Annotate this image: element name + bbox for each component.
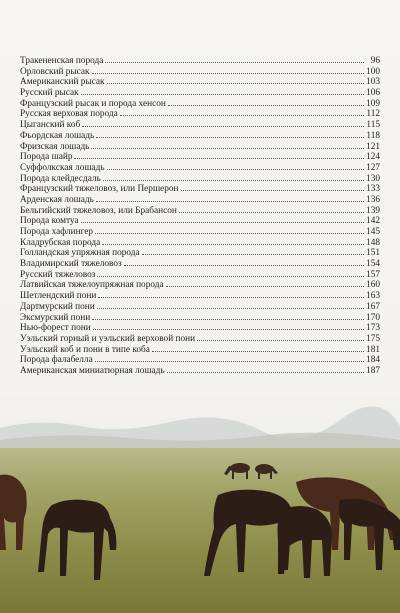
toc-entry — [20, 76, 380, 87]
toc-entry-page: 181 — [366, 344, 380, 355]
toc-entry-title: Французский рысак и порода хенсон — [20, 98, 166, 109]
toc-entry-page: 115 — [366, 120, 380, 131]
toc-entry-page: 118 — [366, 130, 380, 141]
horses-meadow-photo — [0, 400, 400, 613]
toc-entry-page: 163 — [366, 291, 380, 302]
toc-entry-title: Американский рысак — [20, 77, 105, 88]
toc-entry — [20, 247, 380, 258]
toc-leader-dots — [167, 365, 364, 373]
toc-leader-dots — [95, 226, 364, 234]
toc-entry — [20, 130, 380, 141]
toc-entry-title: Голландская упряжная порода — [20, 248, 140, 259]
toc-entry — [20, 258, 380, 269]
toc-entry-title: Дартмурский пони — [20, 301, 95, 312]
toc-leader-dots — [181, 183, 365, 191]
toc-entry — [20, 119, 380, 130]
toc-entry-page: 136 — [366, 194, 380, 205]
toc-leader-dots — [98, 290, 364, 298]
toc-entry-title: Порода хафлингер — [20, 227, 94, 237]
toc-leader-dots — [120, 108, 364, 116]
toc-entry-title: Русский рысак — [20, 88, 79, 99]
toc-leader-dots — [179, 205, 364, 213]
toc-entry-page: 167 — [366, 301, 380, 312]
toc-entry-page: 133 — [366, 184, 380, 195]
toc-entry-page: 121 — [366, 141, 380, 152]
toc-leader-dots — [97, 301, 364, 309]
toc-entry-page: 124 — [366, 152, 380, 163]
toc-entry-page: 154 — [366, 259, 380, 270]
toc-entry-title: Бельгийский тяжеловоз, или Брабансон — [20, 205, 177, 216]
toc-entry — [20, 365, 380, 376]
toc-entry-title: Уэльский коб и пони в типе коба — [20, 344, 150, 355]
toc-entry-page: 170 — [366, 312, 380, 323]
toc-leader-dots — [96, 194, 364, 202]
toc-leader-dots — [103, 173, 364, 181]
toc-entry-title: Орловский рысак — [20, 66, 90, 77]
toc-leader-dots — [81, 87, 364, 95]
toc-entry — [20, 301, 380, 312]
toc-leader-dots — [197, 333, 364, 341]
toc-entry — [20, 183, 380, 194]
toc-entry — [20, 205, 380, 216]
toc-entry-page: 184 — [366, 355, 380, 366]
toc-leader-dots — [91, 141, 364, 149]
toc-entry — [20, 322, 380, 333]
toc-entry-page: 145 — [366, 227, 380, 237]
toc-leader-dots — [102, 237, 364, 245]
toc-leader-dots — [97, 269, 364, 277]
toc-leader-dots — [93, 322, 364, 330]
toc-entry-page: 173 — [366, 323, 380, 334]
toc-entry-page: 175 — [366, 333, 380, 344]
toc-entry-title: Порода клейдесдаль — [20, 173, 101, 184]
toc-leader-dots — [168, 98, 364, 106]
toc-leader-dots — [92, 312, 364, 320]
toc-entry — [20, 312, 380, 323]
table-of-contents — [20, 55, 380, 376]
toc-entry-title: Шетлендский пони — [20, 291, 97, 302]
toc-entry — [20, 108, 380, 119]
toc-entry-title: Порода шайр — [20, 152, 73, 163]
toc-leader-dots — [124, 258, 364, 266]
toc-leader-dots — [92, 66, 364, 74]
toc-leader-dots — [96, 130, 364, 138]
toc-entry — [20, 279, 380, 290]
toc-entry — [20, 344, 380, 355]
toc-leader-dots — [166, 279, 364, 287]
toc-leader-dots — [107, 76, 364, 84]
toc-leader-dots — [105, 55, 364, 63]
toc-entry-page: 112 — [366, 109, 380, 120]
toc-entry-title: Суффолкская лошадь — [20, 162, 105, 173]
toc-entry-page: 160 — [366, 280, 380, 291]
toc-entry — [20, 226, 380, 237]
toc-entry — [20, 354, 380, 365]
toc-entry-title: Русский тяжеловоз — [20, 269, 96, 280]
toc-entry-title: Фьордская лошадь — [20, 130, 95, 141]
toc-entry — [20, 151, 380, 162]
toc-entry-title: Цыганский коб — [20, 120, 81, 131]
toc-entry-page: 103 — [366, 77, 380, 88]
toc-leader-dots — [74, 151, 364, 159]
toc-entry — [20, 66, 380, 77]
toc-entry-title: Кладрубская порода — [20, 237, 101, 248]
toc-entry-page: 151 — [366, 248, 380, 259]
toc-entry-page: 100 — [366, 66, 380, 77]
toc-entry-title: Американская миниатюрная лошадь — [20, 365, 165, 376]
toc-entry-page: 142 — [366, 216, 380, 227]
toc-leader-dots — [107, 162, 364, 170]
toc-leader-dots — [152, 344, 364, 352]
toc-entry-title: Порода комтуа — [20, 216, 79, 227]
toc-entry-title: Владимирский тяжеловоз — [20, 259, 122, 270]
toc-entry-title: Арденская лошадь — [20, 194, 94, 205]
toc-entry-title: Фризская лошадь — [20, 141, 90, 152]
toc-entry-title: Латвийская тяжелоупряжная порода — [20, 280, 164, 291]
toc-entry — [20, 269, 380, 280]
toc-entry-page: 106 — [366, 88, 380, 99]
toc-entry — [20, 215, 380, 226]
toc-leader-dots — [142, 247, 364, 255]
toc-entry-page: 127 — [366, 162, 380, 173]
toc-leader-dots — [82, 119, 364, 127]
toc-leader-dots — [81, 215, 364, 223]
toc-entry-title: Русская верховая порода — [20, 109, 118, 120]
toc-entry-title: Эксмурский пони — [20, 312, 91, 323]
toc-entry-title: Тракененская порода — [20, 56, 104, 66]
toc-entry-title: Нью-форест пони — [20, 323, 91, 334]
toc-entry-page: 187 — [366, 365, 380, 376]
toc-entry — [20, 141, 380, 152]
toc-entry-page: 139 — [366, 205, 380, 216]
toc-entry — [20, 87, 380, 98]
toc-entry-page: 109 — [366, 98, 380, 109]
toc-entry — [20, 333, 380, 344]
toc-entry-page: 157 — [366, 269, 380, 280]
toc-entry — [20, 173, 380, 184]
toc-entry-title: Порода фалабелла — [20, 355, 93, 366]
toc-entry — [20, 55, 380, 66]
toc-entry-page: 130 — [366, 173, 380, 184]
toc-entry — [20, 194, 380, 205]
toc-entry-title: Французский тяжеловоз, или Першерон — [20, 184, 179, 195]
toc-entry — [20, 290, 380, 301]
toc-entry — [20, 162, 380, 173]
toc-entry — [20, 98, 380, 109]
toc-entry-title: Уэльский горный и уэльский верховой пони — [20, 333, 196, 344]
toc-leader-dots — [95, 354, 364, 362]
toc-entry-page: 148 — [366, 237, 380, 248]
toc-entry — [20, 237, 380, 248]
toc-entry-page: 96 — [370, 56, 380, 66]
horses-meadow-illustration — [0, 400, 400, 613]
